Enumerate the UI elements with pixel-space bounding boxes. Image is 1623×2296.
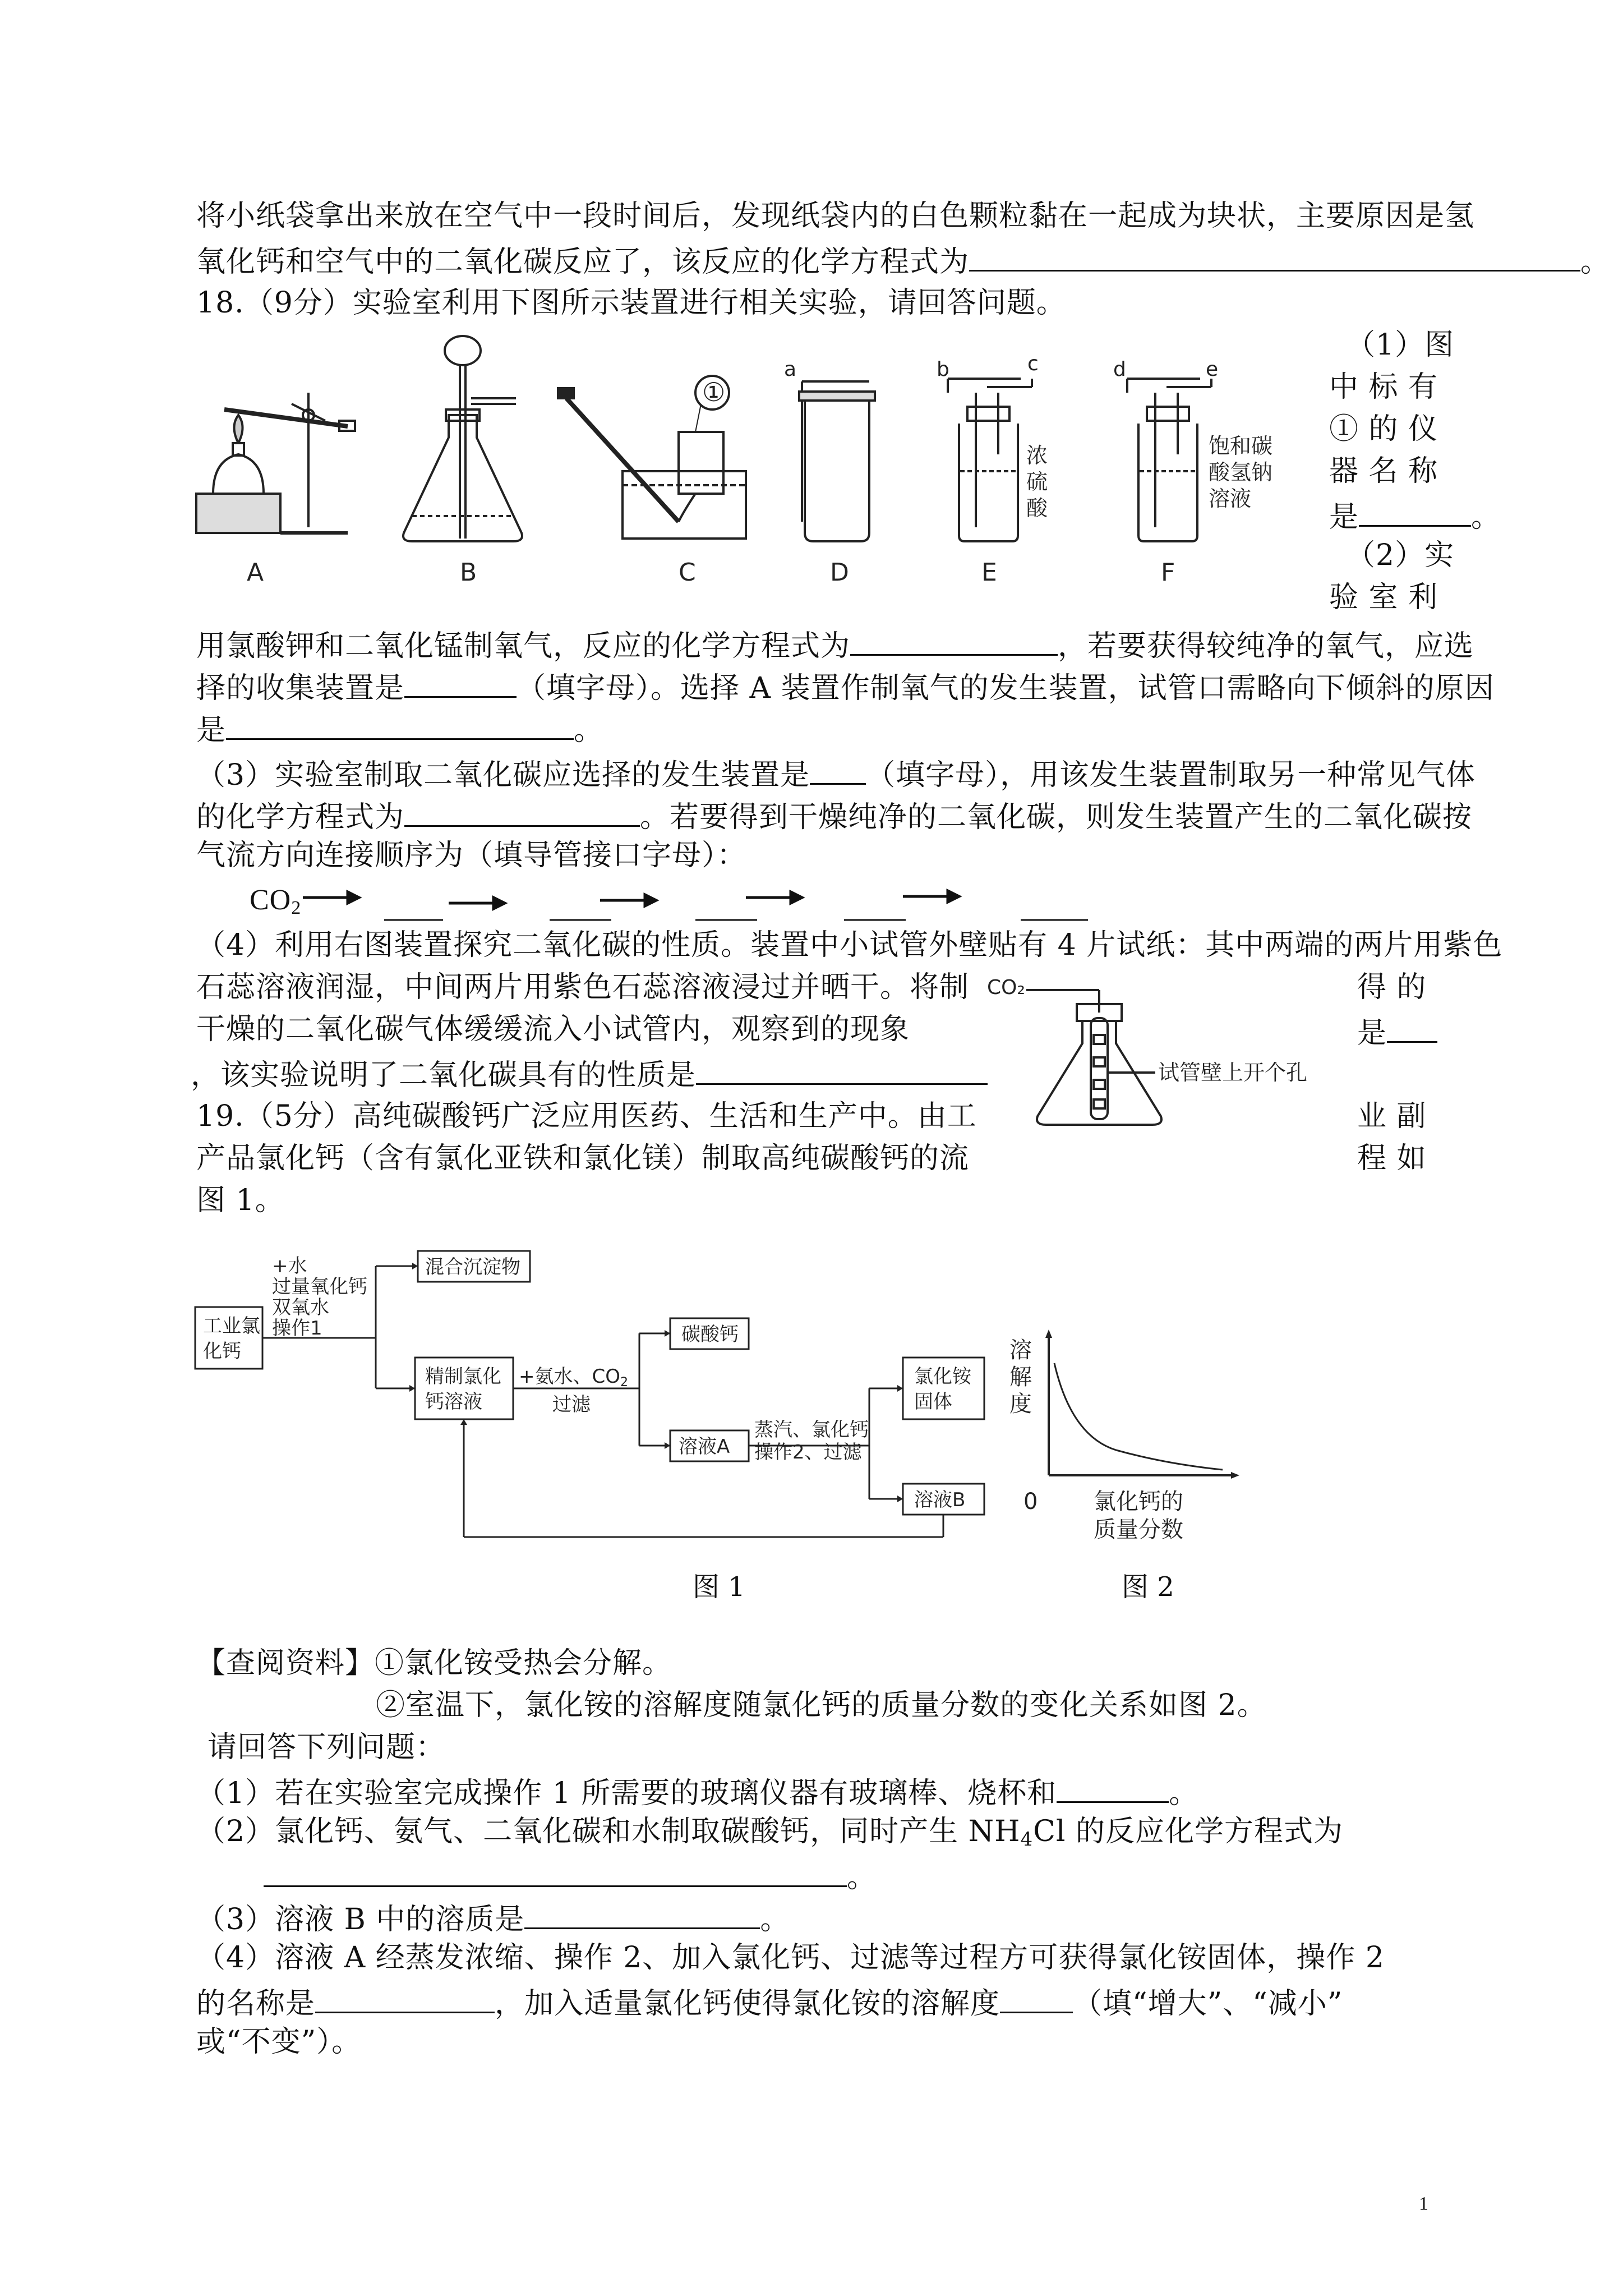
apparatus-e — [948, 379, 1032, 541]
y-label-3: 度 — [1009, 1391, 1032, 1417]
q19-a4-solubility-blank[interactable] — [1000, 1980, 1073, 2013]
q18-p2-l3a: 是 — [196, 714, 227, 747]
q19-a4-text2: ，加入适量氯化钙使得氯化铵的溶解度 — [495, 1987, 1000, 2021]
q17-line2-text: 氧化钙和空气中的二氧化碳反应了，该反应的化学方程式为 — [196, 245, 970, 279]
port-d: d — [1113, 358, 1126, 381]
q19-a4-op2-blank[interactable] — [315, 1980, 495, 2013]
q19-a3-end: 。 — [760, 1903, 790, 1936]
op-ammonia-sub: 2 — [620, 1375, 628, 1389]
co2-text: CO — [250, 884, 292, 916]
f-reagent-2: 酸氢钠 — [1209, 460, 1273, 485]
x-label-2: 质量分数 — [1094, 1517, 1183, 1543]
q18-p1-line4: 器 名 称 — [1329, 454, 1438, 488]
q18-p2-side1: （2）实 — [1346, 539, 1455, 572]
apparatus-b — [403, 336, 522, 541]
e-reagent-2: 硫 — [1026, 470, 1048, 494]
solution-b-label: 溶液B — [914, 1489, 966, 1511]
label-f: F — [1161, 558, 1175, 587]
label-e: E — [981, 558, 997, 587]
q17-line1: 将小纸袋拿出来放在空气中一段时间后，发现纸袋内的白色颗粒黏在一起成为块状，主要原因是氢 — [196, 199, 1475, 233]
q18-p4-line1: （4）利用右图装置探究二氧化碳的性质。装置中小试管外壁贴有 4 片试纸：其中两端的两片用紫色 — [196, 928, 1503, 962]
q19-line1: 19.（5分）高纯碳酸钙广泛应用医药、生活和生产中。由工 — [196, 1099, 977, 1133]
q19-a3 — [196, 1896, 790, 1939]
label-a: A — [247, 558, 264, 587]
apparatus-a — [196, 393, 355, 533]
q18-p4-line3: 干燥的二氧化碳气体缓缓流入小试管内，观察到的现象 — [196, 1013, 910, 1046]
q19-a2 — [196, 1812, 1343, 1859]
e-reagent-1: 浓 — [1026, 443, 1048, 468]
q19-a1-blank[interactable] — [1057, 1770, 1169, 1803]
start-line2: 化钙 — [203, 1340, 241, 1363]
ask-line: 请回答下列问题： — [208, 1731, 446, 1764]
q18-p3-line2 — [196, 794, 1472, 837]
port-b: b — [937, 358, 949, 381]
co2-chain-start — [250, 881, 301, 928]
marker-1: ① — [702, 377, 726, 407]
port-a: a — [784, 358, 797, 381]
x-label-1: 氯化钙的 — [1094, 1489, 1183, 1515]
q18-p2-side2: 验 室 利 — [1329, 581, 1438, 614]
q19-a4-line3: 或“不变”）。 — [196, 2025, 362, 2059]
op2-line1: 蒸汽、氯化钙 — [754, 1419, 869, 1441]
q18-p2-line2 — [196, 665, 1495, 708]
q19-a2-text2: Cl 的反应化学方程式为 — [1033, 1815, 1344, 1848]
q19-line1-right: 业 副 — [1357, 1099, 1427, 1133]
y-label-1: 溶 — [1009, 1337, 1032, 1363]
op-ammonia — [519, 1365, 628, 1389]
nh4cl-line2: 固体 — [914, 1391, 952, 1413]
q19-a2-text: （2）氯化钙、氨气、二氧化碳和水制取碳酸钙，同时产生 NH — [196, 1815, 1021, 1848]
port-e: e — [1206, 358, 1219, 381]
apparatus-f — [1127, 379, 1211, 541]
op1-water: +水 — [272, 1255, 307, 1277]
q18-p3-device-blank[interactable] — [810, 752, 866, 785]
ref-2: ②室温下，氯化铵的溶解度随氯化钙的质量分数的变化关系如图 2。 — [376, 1688, 1267, 1722]
op1-cao: 过量氧化钙 — [272, 1276, 367, 1298]
q19-a3-text: （3）溶液 B 中的溶质是 — [196, 1903, 525, 1936]
op2-line2: 操作2、过滤 — [754, 1441, 862, 1464]
port-c: c — [1027, 352, 1039, 375]
q19-a1-text: （1）若在实验室完成操作 1 所需要的玻璃仪器有玻璃棒、烧杯和 — [196, 1777, 1057, 1810]
q18-p4-line2-right: 得 的 — [1357, 970, 1427, 1004]
q18-p2-line1 — [196, 623, 1474, 666]
q18-p1-end: 。 — [1471, 500, 1501, 534]
q18-p2-l1a: 用氯酸钾和二氧化锰制氧气，反应的化学方程式为 — [196, 629, 851, 663]
q18-p4-line3-right — [1357, 1010, 1437, 1053]
q18-p4-phenomenon-blank[interactable] — [1387, 1010, 1437, 1043]
q19-a4-line2 — [196, 1980, 1343, 2023]
q17-answer-blank[interactable] — [969, 238, 1580, 272]
q19-a4-text1: 的名称是 — [196, 1987, 316, 2021]
q18-p2-l1b: ，若要获得较纯净的氧气，应选 — [1058, 629, 1474, 663]
refined-line1: 精制氯化 — [425, 1365, 501, 1388]
q18-p3-line1 — [196, 752, 1476, 795]
op-filter: 过滤 — [552, 1393, 591, 1416]
flask-hole-label: 试管壁上开个孔 — [1158, 1060, 1308, 1085]
q18-p3-l1b: （填字母），用该发生装置制取另一种常见气体 — [866, 758, 1476, 792]
q18-p1-blank[interactable] — [1359, 494, 1471, 527]
page-number: 1 — [1419, 2193, 1428, 2214]
op-ammonia-text: +氨水、CO — [519, 1365, 620, 1388]
q18-p3-line3: 气流方向连接顺序为（填导管接口字母）： — [196, 839, 747, 872]
q18-p2-reason-blank[interactable] — [226, 707, 574, 740]
q18-p3-l2a: 的化学方程式为 — [196, 800, 405, 834]
q17-line2-end: 。 — [1580, 245, 1611, 279]
f-reagent-3: 溶液 — [1209, 486, 1252, 511]
apparatus-d — [799, 381, 875, 541]
q18-p1-line5 — [1329, 494, 1501, 537]
q18-p1-shi: 是 — [1329, 500, 1359, 534]
nh4cl-line1: 氯化铵 — [914, 1365, 971, 1388]
q19-a1-end: 。 — [1169, 1777, 1199, 1810]
apparatus-figure — [191, 325, 1324, 589]
q19-a2-blank[interactable] — [264, 1854, 847, 1887]
flowchart-figure-1 — [191, 1245, 1021, 1559]
q18-p3-l2b: 。若要得到干燥纯净的二氧化碳，则发生装置产生的二氧化碳按 — [640, 800, 1473, 834]
q18-p2-l3b: 。 — [574, 714, 604, 747]
q19-a3-blank[interactable] — [524, 1896, 760, 1929]
origin-label: 0 — [1023, 1489, 1038, 1515]
q19-line2: 产品氯化钙（含有氯化亚铁和氯化镁）制取高纯碳酸钙的流 — [196, 1142, 970, 1175]
flask-co2-label: CO₂ — [987, 976, 1025, 999]
q18-p2-equation-blank[interactable] — [850, 623, 1058, 656]
start-line1: 工业氯 — [203, 1315, 260, 1337]
label-b: B — [460, 558, 477, 587]
q18-p2-l2a: 择的收集装置是 — [196, 671, 405, 705]
q18-p4-l4: ，该实验说明了二氧化碳具有的性质是 — [191, 1059, 697, 1092]
q19-line2-right: 程 如 — [1357, 1142, 1427, 1175]
q19-a1 — [196, 1770, 1198, 1813]
f-reagent-1: 饱和碳 — [1209, 434, 1273, 458]
q17-line2 — [196, 238, 1610, 282]
q18-p2-l2b: （填字母）。选择 A 装置作制氧气的发生装置，试管口需略向下倾斜的原因 — [517, 671, 1495, 705]
q19-line3: 图 1。 — [196, 1184, 285, 1217]
solution-a-label: 溶液A — [679, 1435, 730, 1458]
q18-heading: 18.（9分）实验室利用下图所示装置进行相关实验，请回答问题。 — [196, 286, 1066, 320]
q19-a4-line1: （4）溶液 A 经蒸发浓缩、操作 2、加入氯化钙、过滤等过程方可获得氯化铵固体，操作 2 — [196, 1941, 1385, 1975]
precip-label: 混合沉淀物 — [425, 1256, 520, 1278]
solubility-graph-figure-2 — [1009, 1324, 1267, 1571]
q18-p4-line2: 石蕊溶液润湿，中间两片用紫色石蕊溶液浸过并晒干。将制 — [196, 970, 970, 1004]
q18-p2-line3 — [196, 707, 603, 750]
refined-line2: 钙溶液 — [425, 1391, 482, 1413]
q19-a2-sub: 4 — [1020, 1828, 1034, 1851]
e-reagent-3: 酸 — [1026, 496, 1048, 521]
label-d: D — [830, 558, 849, 587]
q18-p3-equation-blank[interactable] — [404, 794, 640, 827]
q18-p1-line3: ① 的 仪 — [1329, 412, 1438, 446]
ref-head: 【查阅资料】①氯化铵受热会分解。 — [196, 1646, 672, 1680]
q19-a2-answer-line — [264, 1854, 877, 1897]
co2-chain — [297, 881, 1110, 926]
q18-p4-line4 — [191, 1052, 988, 1095]
q18-p2-collect-blank[interactable] — [404, 665, 517, 698]
q18-p4-shi: 是 — [1357, 1016, 1387, 1050]
q18-p1-line1: （1）图 — [1346, 328, 1455, 362]
q18-p4-property-blank[interactable] — [696, 1052, 988, 1085]
figure-1-caption: 图 1 — [693, 1571, 745, 1603]
y-label-2: 解 — [1009, 1364, 1032, 1390]
co2-sub: 2 — [291, 898, 302, 918]
op1-label: 操作1 — [272, 1317, 322, 1340]
q19-a4-text3: （填“增大”、“减小” — [1073, 1987, 1343, 2021]
caco3-label: 碳酸钙 — [681, 1323, 739, 1346]
solubility-curve — [1054, 1363, 1223, 1470]
label-c: C — [679, 558, 696, 587]
figure-2-caption: 图 2 — [1122, 1571, 1174, 1603]
co2-flask-figure — [987, 965, 1335, 1144]
q19-a2-end: 。 — [847, 1861, 877, 1894]
q18-p3-l1a: （3）实验室制取二氧化碳应选择的发生装置是 — [196, 758, 810, 792]
op1-h2o2: 双氧水 — [272, 1296, 329, 1319]
q18-p1-line2: 中 标 有 — [1329, 370, 1438, 404]
